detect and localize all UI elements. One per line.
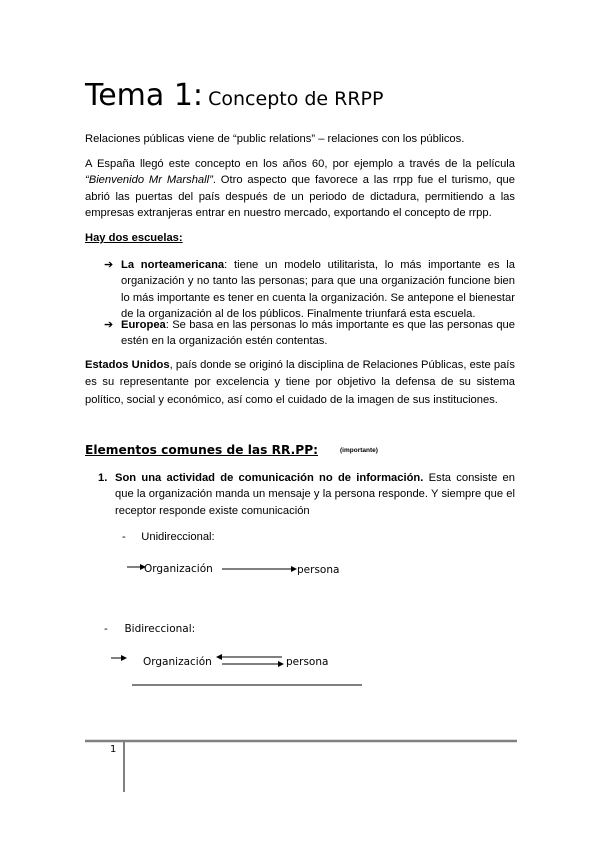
usa-name: Estados Unidos	[85, 359, 170, 371]
bi-persona-label: persona	[286, 656, 329, 668]
elements-heading: Elementos comunes de las RR.PP:	[85, 443, 319, 457]
history-text-2: . Otro aspecto que favorece a las rrpp fue el turismo, que abrió las puertas del país después de un periodo de dictadura, permitiendo a las empresas extranjeras entrar en nuestro mercado, exportando el concepto de rrpp.	[85, 174, 515, 219]
school-name: Europea	[121, 319, 166, 331]
unidirectional-label: - Unidireccional:	[122, 531, 215, 543]
usa-text: , país donde se originó la disciplina de Relaciones Públicas, este país es su representante por excelencia y tiene por objetivo la defensa de su sistema político, social y económico, así como el cuidado de la imagen de sus instituciones.	[85, 359, 515, 406]
importance-note: (importante)	[340, 447, 378, 454]
page-number: 1	[110, 744, 117, 755]
film-title: “Bienvenido Mr Marshall”	[85, 174, 213, 187]
arrow-bullet-icon: ➔	[104, 319, 114, 331]
title-sub: Concepto de RRPP	[208, 88, 384, 110]
item-bold-statement: Son una actividad de comunicación no de información.	[115, 472, 424, 484]
intro-paragraph: Relaciones públicas viene de “public relations” – relaciones con los públicos.	[85, 133, 465, 145]
uni-persona-label: persona	[297, 564, 340, 576]
history-text-1: A España llegó este concepto en los años 60, por ejemplo a través de la película	[85, 158, 515, 170]
title-main: Tema 1:	[85, 78, 204, 113]
school-name: La norteamericana	[121, 259, 225, 271]
school-description: : tiene un modelo utilitarista, lo más importante es la organización y no tanto las personas; para que una organización funcione bien lo más importante es tener en cuenta la organización. Se antepone el bienestar de la organización al de los públicos. Finalmente triunfará esta escuela.	[121, 259, 515, 320]
item-description: Esta consiste en que la organización manda un mensaje y la persona responde. Y siempre que el receptor responde existe comunicación	[115, 472, 516, 517]
bi-organization-label: Organización	[143, 656, 212, 668]
arrow-bullet-icon: ➔	[104, 259, 114, 271]
item-number: 1.	[98, 472, 108, 484]
school-description: : Se basa en las personas lo más importante es que las personas que estén en la organización estén contentas.	[121, 319, 515, 348]
uni-organization-label: Organización	[144, 563, 213, 575]
schools-heading: Hay dos escuelas:	[85, 232, 183, 244]
bidirectional-label: - Bidireccional:	[104, 623, 196, 635]
